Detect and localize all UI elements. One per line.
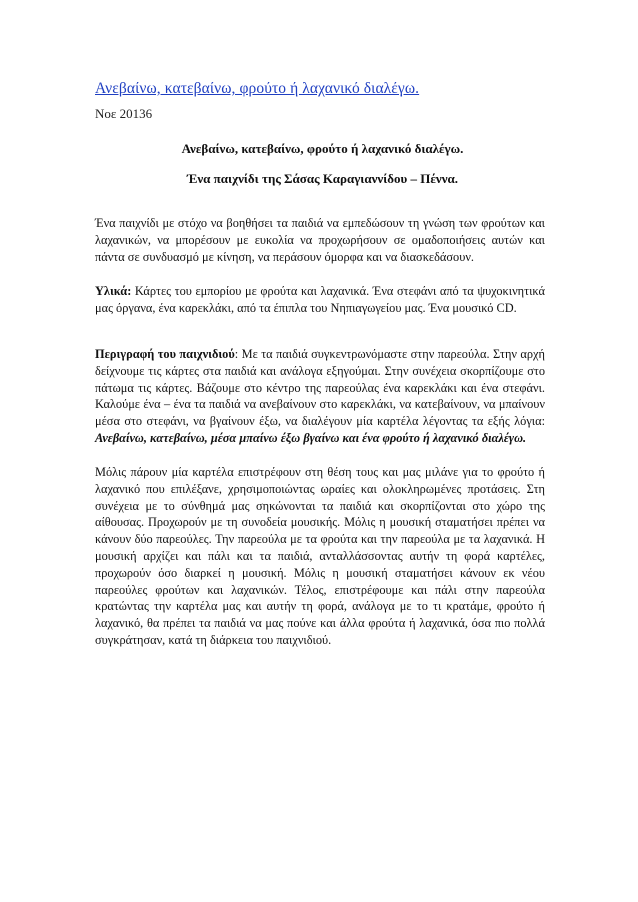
post-date: Νοε 20136 bbox=[95, 106, 153, 121]
description-label: Περιγραφή του παιχνιδιού bbox=[95, 347, 235, 361]
post-title-link[interactable]: Ανεβαίνω, κατεβαίνω, φρούτο ή λαχανικό διαλέγω. bbox=[95, 80, 420, 97]
materials-label: Υλικά: bbox=[95, 284, 132, 298]
description-paragraph bbox=[95, 346, 545, 447]
description-text: : Με τα παιδιά συγκεντρωνόμαστε στην παρεούλα. Στην αρχή δείχνουμε τις κάρτες στα παιδιά και ανάλογα εξηγούμαι. Στην συνέχεια σκορπίζουμε στο πάτωμα τις κάρτες. Βάζουμε στο κέντρο της παρεούλας ένα καρεκλάκι και ένα στεφάνι. Καλούμε ένα – ένα τα παιδιά να ανεβαίνουν στο καρεκλάκι, να κατεβαίνουν, να μπαίνουν μέσα στο στεφάνι, να βγαίνουν έξω, να διαλέγουν μία καρτέλα λέγοντας τα εξής λόγια: bbox=[95, 347, 545, 429]
materials-paragraph bbox=[95, 283, 545, 317]
final-paragraph: Μόλις πάρουν μία καρτέλα επιστρέφουν στη θέση τους και μας μιλάνε για το φρούτο ή λαχανικό που επιλέξανε, χρησιμοποιώντας ωραίες και ολοκληρωμένες προτάσεις. Στη συνέχεια με το σύνθημά μας σηκώνονται τα παιδιά και σκορπίζονται στο χώρο της αίθουσας. Προχωρούν με τη συνοδεία μουσικής. Μόλις η μουσική σταματήσει πρέπει να κάνουν δύο παρεούλες. Την παρεούλα με τα φρούτα και την παρεούλα με τα λαχανικά. Η μουσική αρχίζει και πάλι και τα παιδιά, ανταλλάσσοντας αυτήν τη φορά καρτέλες, προχωρούν όσο διαρκεί η μουσική. Μόλις η μουσική σταματήσει κάνουν εκ νέου παρεούλες φρούτων και λαχανικών. Τέλος, επιστρέφουμε και πάλι στην παρεούλα κρατώντας την καρτέλα μας και αυτήν τη φορά, ανάλογα με το τι κρατάμε, φρούτο ή λαχανικό, θα πρέπει τα παιδιά να μας πούνε και άλλα φρούτα ή λαχανικά, όσα πιο πολλά συγκράτησαν, κατά τη διάρκεια του παιχνιδιού. bbox=[95, 465, 545, 647]
document-heading: Ανεβαίνω, κατεβαίνω, φρούτο ή λαχανικό διαλέγω. bbox=[181, 141, 464, 156]
chant-text: Ανεβαίνω, κατεβαίνω, μέσα μπαίνω έξω βγαίνω και ένα φρούτο ή λαχανικό διαλέγω. bbox=[95, 430, 527, 445]
materials-text: Κάρτες του εμπορίου με φρούτα και λαχανικά. Ένα στεφάνι από τα ψυχοκινητικά μας όργανα, ένα καρεκλάκι, από τα έπιπλα του Νηπιαγωγείου μας. Ένα μουσικό CD. bbox=[95, 284, 545, 315]
document-subheading: Ένα παιχνίδι της Σάσας Καραγιαννίδου – Πέννα. bbox=[186, 171, 459, 186]
intro-paragraph: Ένα παιχνίδι με στόχο να βοηθήσει τα παιδιά να εμπεδώσουν τη γνώση των φρούτων και λαχανικών, να μπορέσουν με ευκολία να προχωρήσουν σε ομαδοποιήσεις αυτών και πάντα σε συνδυασμό με κίνηση, να περάσουν όμορφα και να διασκεδάσουν. bbox=[95, 216, 545, 264]
